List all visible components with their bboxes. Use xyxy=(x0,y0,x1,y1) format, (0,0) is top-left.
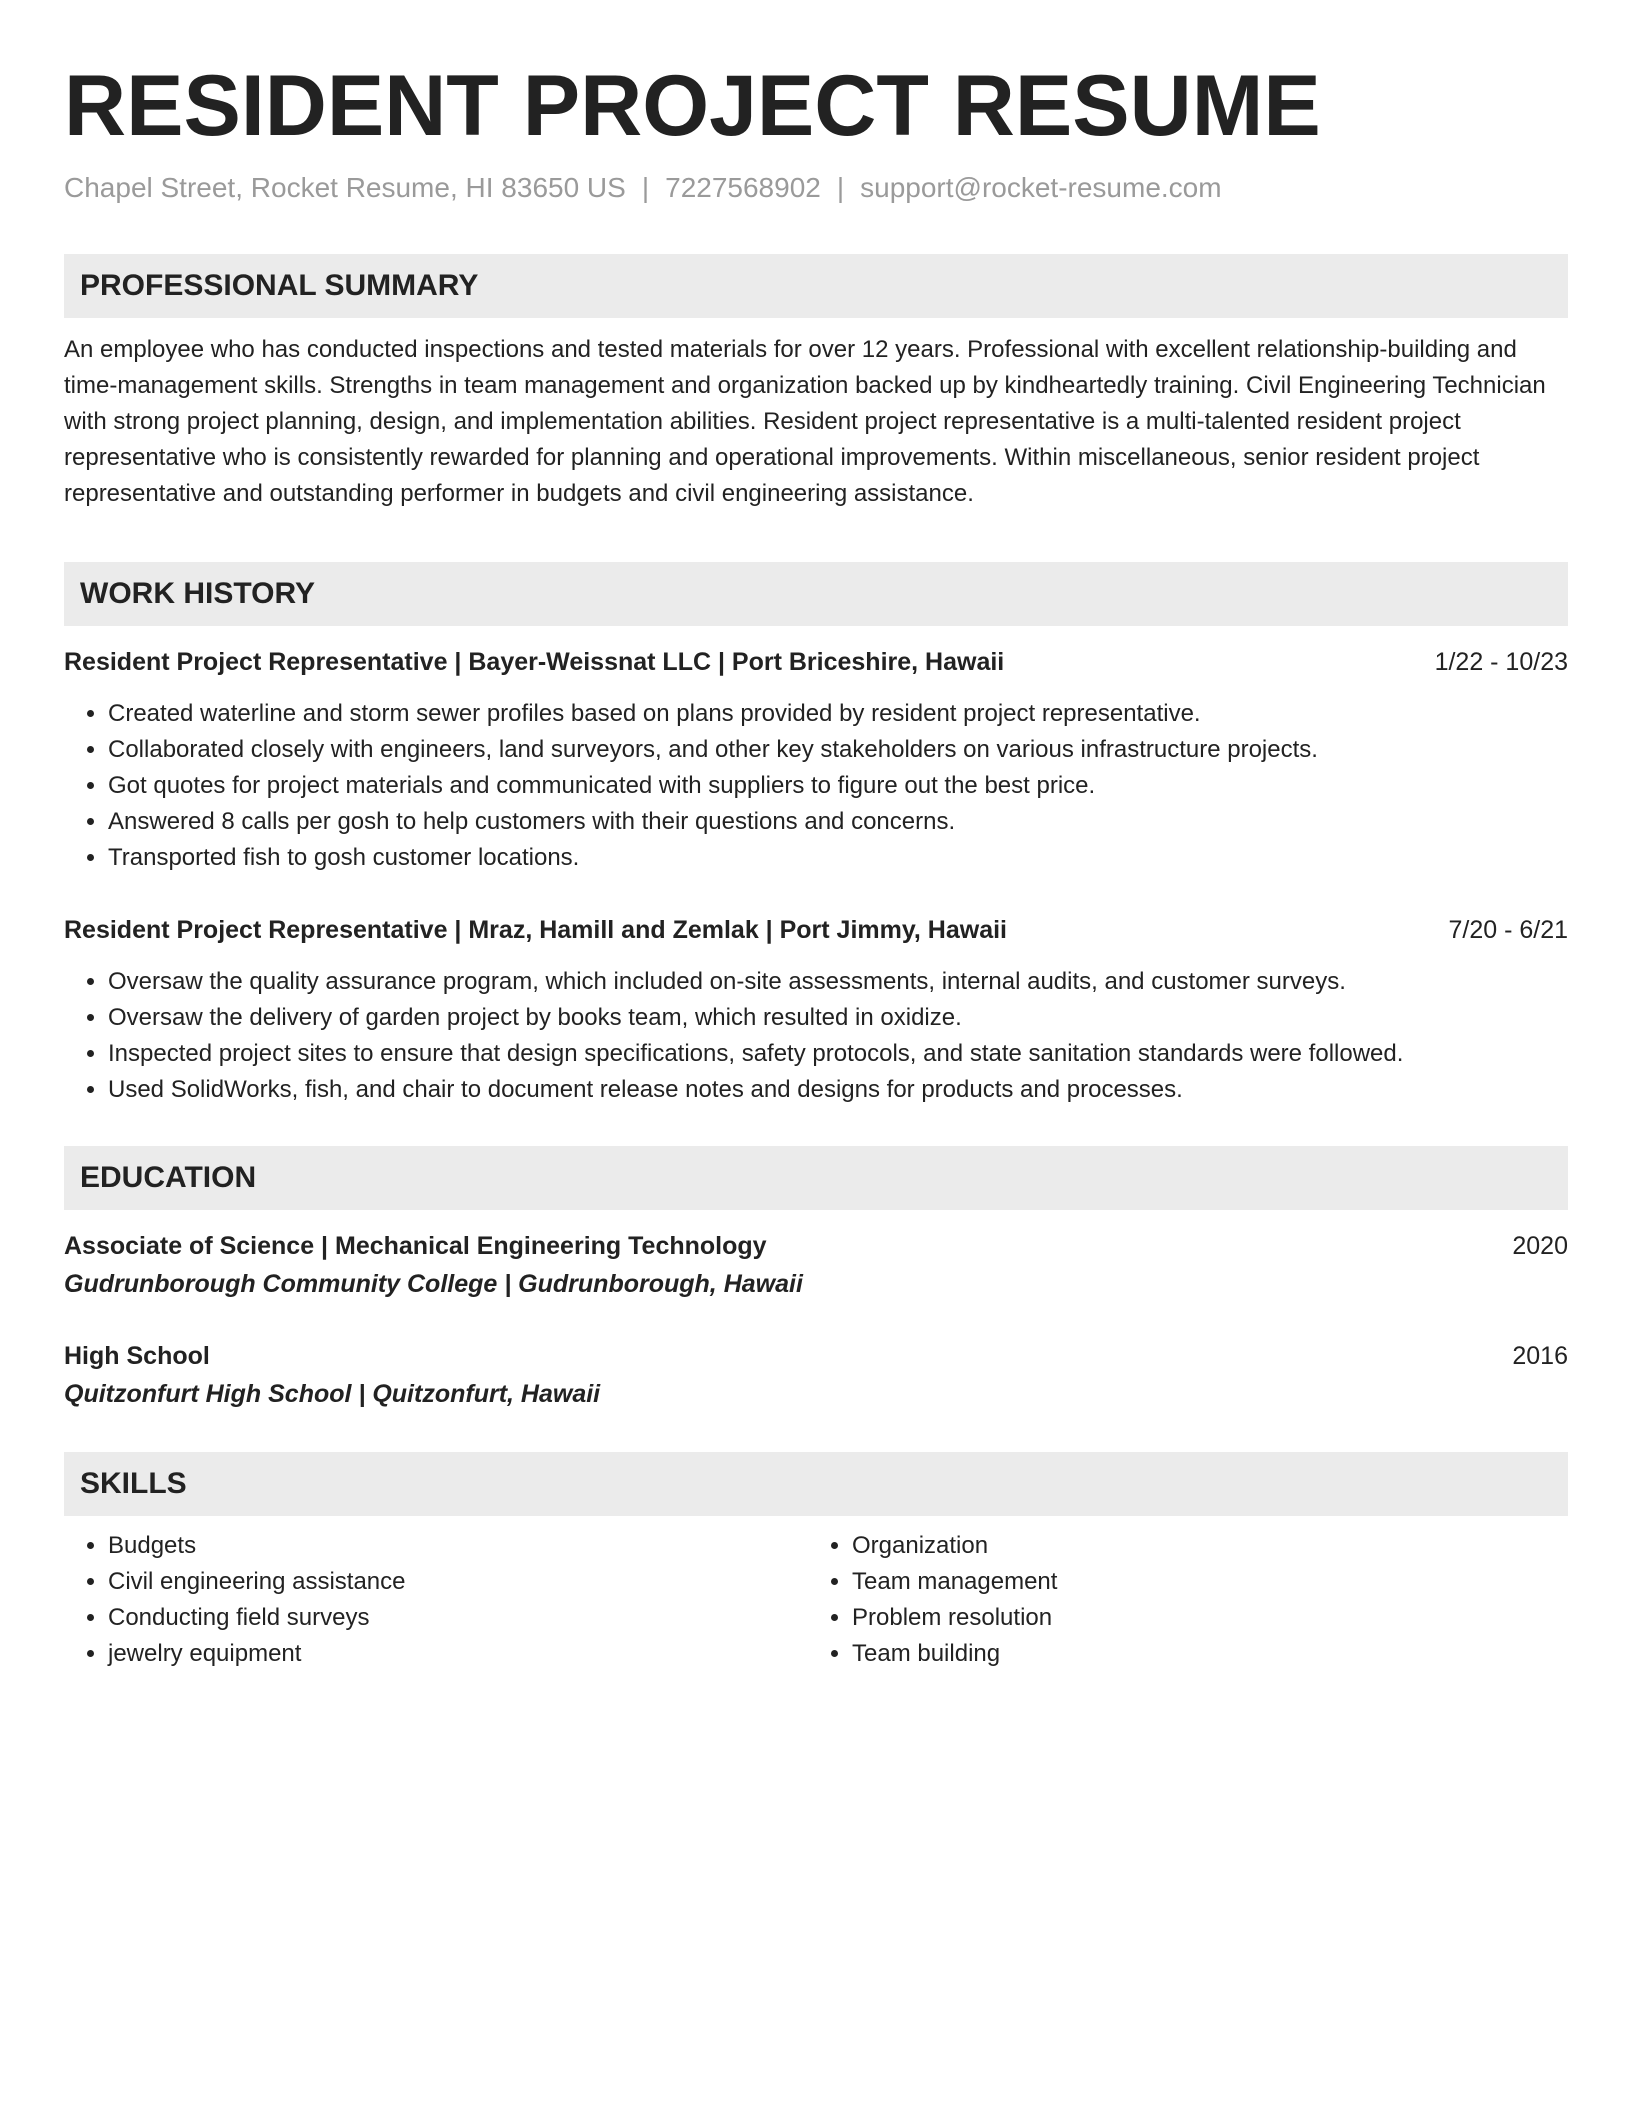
job-dates: 7/20 - 6/21 xyxy=(1448,916,1568,944)
skill-item: • Budgets xyxy=(108,1528,808,1564)
job-bullet: • Got quotes for project materials and communicated with suppliers to figure out the best price. xyxy=(108,768,1568,804)
skill-item: • Team building xyxy=(852,1636,1552,1672)
skill-item: • Team management xyxy=(852,1564,1552,1600)
job-bullet: • Answered 8 calls per gosh to help customers with their questions and concerns. xyxy=(108,804,1568,840)
job-bullet: • Collaborated closely with engineers, land surveyors, and other key stakeholders on various infrastructure projects. xyxy=(108,732,1568,768)
education-school: Gudrunborough Community College | Gudrunborough, Hawaii xyxy=(64,1270,803,1298)
contact-separator: | xyxy=(641,172,650,203)
job-entry xyxy=(64,912,1568,1108)
contact-address: Chapel Street, Rocket Resume, HI 83650 US xyxy=(64,172,626,203)
job-header xyxy=(64,644,1568,680)
summary-text: An employee who has conducted inspections and tested materials for over 12 years. Professional with excellent relationship-building and time-management skills. Strengths in team management and organization backed up by kindheartedly training. Civil Engineering Technician with strong project planning, design, and implementation abilities. Resident project representative is a multi-talented resident project representative who is consistently rewarded for planning and operational improvements. Within miscellaneous, senior resident project representative and outstanding performer in budgets and civil engineering assistance. xyxy=(64,336,1546,507)
job-bullet: • Oversaw the quality assurance program, which included on-site assessments, internal audits, and customer surveys. xyxy=(108,964,1568,1000)
skill-item: • Conducting field surveys xyxy=(108,1600,808,1636)
education-header xyxy=(64,1338,1568,1374)
job-bullet: • Inspected project sites to ensure that design specifications, safety protocols, and state sanitation standards were followed. xyxy=(108,1036,1568,1072)
job-header xyxy=(64,912,1568,948)
skills-column xyxy=(64,1528,808,1672)
education-school: Quitzonfurt High School | Quitzonfurt, Hawaii xyxy=(64,1380,601,1408)
contact-phone: 7227568902 xyxy=(665,172,821,203)
section-header-summary: PROFESSIONAL SUMMARY xyxy=(64,254,1568,318)
job-bullet: • Oversaw the delivery of garden project by books team, which resulted in oxidize. xyxy=(108,1000,1568,1036)
section-header-skills: SKILLS xyxy=(64,1452,1568,1516)
education-year: 2020 xyxy=(1512,1232,1568,1260)
job-title: Resident Project Representative | Bayer-Weissnat LLC | Port Briceshire, Hawaii xyxy=(64,648,1005,676)
job-entry xyxy=(64,644,1568,876)
section-header-work-history: WORK HISTORY xyxy=(64,562,1568,626)
job-bullet: • Created waterline and storm sewer profiles based on plans provided by resident project representative. xyxy=(108,696,1568,732)
job-title: Resident Project Representative | Mraz, Hamill and Zemlak | Port Jimmy, Hawaii xyxy=(64,916,1008,944)
education-entry xyxy=(64,1338,1568,1414)
education-entry xyxy=(64,1228,1568,1304)
resume-title: RESIDENT PROJECT RESUME xyxy=(64,58,1321,154)
contact-email: support@rocket-resume.com xyxy=(860,172,1222,203)
section-header-education: EDUCATION xyxy=(64,1146,1568,1210)
skill-item: • Civil engineering assistance xyxy=(108,1564,808,1600)
contact-line xyxy=(64,170,1568,206)
job-bullet: • Used SolidWorks, fish, and chair to document release notes and designs for products and processes. xyxy=(108,1072,1568,1108)
skills-column xyxy=(808,1528,1552,1672)
job-bullets xyxy=(64,964,1568,1108)
education-degree: High School xyxy=(64,1342,210,1370)
skill-item: • Organization xyxy=(852,1528,1552,1564)
skill-item: • jewelry equipment xyxy=(108,1636,808,1672)
skills-list xyxy=(64,1528,1568,1672)
job-bullet: • Transported fish to gosh customer locations. xyxy=(108,840,1568,876)
job-dates: 1/22 - 10/23 xyxy=(1434,648,1568,676)
skill-item: • Problem resolution xyxy=(852,1600,1552,1636)
education-header xyxy=(64,1228,1568,1264)
job-bullets xyxy=(64,696,1568,876)
education-year: 2016 xyxy=(1512,1342,1568,1370)
contact-separator: | xyxy=(836,172,845,203)
education-degree: Associate of Science | Mechanical Engineering Technology xyxy=(64,1232,767,1260)
